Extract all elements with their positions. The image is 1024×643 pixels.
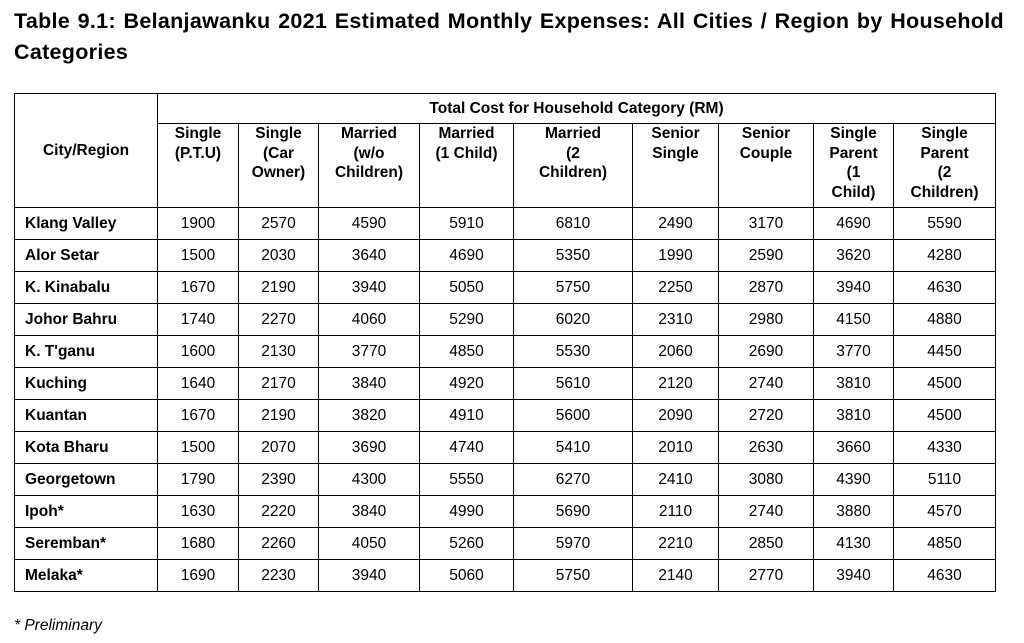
cost-cell: 5530 bbox=[514, 336, 633, 368]
cost-cell: 4990 bbox=[420, 496, 514, 528]
cost-cell: 3940 bbox=[814, 272, 894, 304]
cost-cell: 5110 bbox=[894, 464, 996, 496]
city-name-cell: K. Kinabalu bbox=[15, 272, 158, 304]
cost-cell: 4910 bbox=[420, 400, 514, 432]
cost-cell: 5350 bbox=[514, 240, 633, 272]
column-header-line: (2 bbox=[566, 144, 580, 162]
cost-cell: 2570 bbox=[239, 208, 319, 240]
cost-cell: 4850 bbox=[894, 528, 996, 560]
cost-cell: 2720 bbox=[719, 400, 814, 432]
cost-cell: 5290 bbox=[420, 304, 514, 336]
cost-cell: 3080 bbox=[719, 464, 814, 496]
cost-cell: 3940 bbox=[814, 560, 894, 592]
table-row bbox=[15, 464, 996, 496]
column-header-line: Married bbox=[545, 125, 601, 142]
group-header: Total Cost for Household Category (RM) bbox=[158, 94, 996, 124]
cost-cell: 5060 bbox=[420, 560, 514, 592]
cost-cell: 2410 bbox=[633, 464, 719, 496]
cost-cell: 1740 bbox=[158, 304, 239, 336]
cost-cell: 2740 bbox=[719, 368, 814, 400]
cost-cell: 4920 bbox=[420, 368, 514, 400]
cost-cell: 2310 bbox=[633, 304, 719, 336]
cost-cell: 2190 bbox=[239, 400, 319, 432]
city-name-cell: K. T'ganu bbox=[15, 336, 158, 368]
cost-cell: 6270 bbox=[514, 464, 633, 496]
column-header bbox=[514, 124, 633, 208]
cost-cell: 1670 bbox=[158, 400, 239, 432]
cost-cell: 3940 bbox=[319, 272, 420, 304]
cost-cell: 4880 bbox=[894, 304, 996, 336]
cost-cell: 1500 bbox=[158, 432, 239, 464]
cost-cell: 3820 bbox=[319, 400, 420, 432]
cost-cell: 2170 bbox=[239, 368, 319, 400]
column-header-line: Child) bbox=[831, 183, 876, 201]
column-header-line: Children) bbox=[538, 164, 608, 181]
cost-cell: 2260 bbox=[239, 528, 319, 560]
column-header-line: Senior bbox=[741, 125, 791, 142]
cost-cell: 2270 bbox=[239, 304, 319, 336]
expenses-table bbox=[14, 93, 996, 592]
cost-cell: 2090 bbox=[633, 400, 719, 432]
table-row bbox=[15, 336, 996, 368]
cost-cell: 4500 bbox=[894, 368, 996, 400]
city-name-cell: Melaka* bbox=[15, 560, 158, 592]
cost-cell: 5600 bbox=[514, 400, 633, 432]
column-header-line: Owner) bbox=[251, 164, 306, 181]
cost-cell: 3620 bbox=[814, 240, 894, 272]
column-header bbox=[420, 124, 514, 208]
cost-cell: 4050 bbox=[319, 528, 420, 560]
cost-cell: 5970 bbox=[514, 528, 633, 560]
cost-cell: 4690 bbox=[420, 240, 514, 272]
table-row bbox=[15, 304, 996, 336]
cost-cell: 2390 bbox=[239, 464, 319, 496]
cost-cell: 5590 bbox=[894, 208, 996, 240]
table-row bbox=[15, 272, 996, 304]
cost-cell: 5750 bbox=[514, 560, 633, 592]
cost-cell: 3840 bbox=[319, 368, 420, 400]
footnote: * Preliminary bbox=[14, 617, 102, 634]
column-header-line: Couple bbox=[739, 144, 793, 162]
cost-cell: 2070 bbox=[239, 432, 319, 464]
cost-cell: 3770 bbox=[319, 336, 420, 368]
cost-cell: 2140 bbox=[633, 560, 719, 592]
cost-cell: 2980 bbox=[719, 304, 814, 336]
cost-cell: 2630 bbox=[719, 432, 814, 464]
cost-cell: 2190 bbox=[239, 272, 319, 304]
cost-cell: 4570 bbox=[894, 496, 996, 528]
city-name-cell: Kota Bharu bbox=[15, 432, 158, 464]
cost-cell: 4630 bbox=[894, 560, 996, 592]
cost-cell: 3660 bbox=[814, 432, 894, 464]
cost-cell: 2010 bbox=[633, 432, 719, 464]
cost-cell: 1680 bbox=[158, 528, 239, 560]
cost-cell: 5050 bbox=[420, 272, 514, 304]
cost-cell: 5550 bbox=[420, 464, 514, 496]
cost-cell: 4690 bbox=[814, 208, 894, 240]
cost-cell: 2220 bbox=[239, 496, 319, 528]
column-header-line: Single bbox=[174, 125, 222, 142]
city-name-cell: Klang Valley bbox=[15, 208, 158, 240]
cost-cell: 3170 bbox=[719, 208, 814, 240]
cost-cell: 1600 bbox=[158, 336, 239, 368]
column-header-line: Senior bbox=[651, 125, 700, 142]
table-row bbox=[15, 240, 996, 272]
cost-cell: 3810 bbox=[814, 400, 894, 432]
cost-cell: 2740 bbox=[719, 496, 814, 528]
cost-cell: 4280 bbox=[894, 240, 996, 272]
cost-cell: 2850 bbox=[719, 528, 814, 560]
cost-cell: 3880 bbox=[814, 496, 894, 528]
cost-cell: 3640 bbox=[319, 240, 420, 272]
table-row bbox=[15, 560, 996, 592]
cost-cell: 2770 bbox=[719, 560, 814, 592]
column-header bbox=[894, 124, 996, 208]
cost-cell: 1990 bbox=[633, 240, 719, 272]
column-header-line: (1 Child) bbox=[435, 144, 498, 162]
city-name-cell: Georgetown bbox=[15, 464, 158, 496]
cost-cell: 6810 bbox=[514, 208, 633, 240]
cost-cell: 1790 bbox=[158, 464, 239, 496]
cost-cell: 2870 bbox=[719, 272, 814, 304]
cost-cell: 4630 bbox=[894, 272, 996, 304]
table-row bbox=[15, 432, 996, 464]
cost-cell: 3810 bbox=[814, 368, 894, 400]
table-row bbox=[15, 528, 996, 560]
cost-cell: 1900 bbox=[158, 208, 239, 240]
column-header-line: Single bbox=[830, 125, 877, 142]
cost-cell: 2110 bbox=[633, 496, 719, 528]
column-header-line: (w/o bbox=[353, 144, 385, 162]
cost-cell: 2130 bbox=[239, 336, 319, 368]
column-header-line: Married bbox=[438, 125, 495, 142]
cost-cell: 4850 bbox=[420, 336, 514, 368]
cost-cell: 2490 bbox=[633, 208, 719, 240]
cost-cell: 4150 bbox=[814, 304, 894, 336]
column-header-line: (2 bbox=[937, 164, 952, 181]
cost-cell: 2250 bbox=[633, 272, 719, 304]
cost-cell: 5410 bbox=[514, 432, 633, 464]
cost-cell: 2590 bbox=[719, 240, 814, 272]
cost-cell: 4390 bbox=[814, 464, 894, 496]
cost-cell: 1690 bbox=[158, 560, 239, 592]
column-header-line: Single bbox=[255, 125, 302, 142]
cost-cell: 6020 bbox=[514, 304, 633, 336]
cost-cell: 2690 bbox=[719, 336, 814, 368]
cost-cell: 4300 bbox=[319, 464, 420, 496]
cost-cell: 2230 bbox=[239, 560, 319, 592]
column-header-line: (P.T.U) bbox=[174, 144, 222, 162]
city-name-cell: Kuantan bbox=[15, 400, 158, 432]
cost-cell: 3840 bbox=[319, 496, 420, 528]
column-header-line: Married bbox=[341, 125, 397, 142]
city-name-cell: Johor Bahru bbox=[15, 304, 158, 336]
column-header bbox=[814, 124, 894, 208]
cost-cell: 2120 bbox=[633, 368, 719, 400]
cost-cell: 5260 bbox=[420, 528, 514, 560]
table-row bbox=[15, 496, 996, 528]
cost-cell: 4740 bbox=[420, 432, 514, 464]
table-title: Table 9.1: Belanjawanku 2021 Estimated Monthly Expenses: All Cities / Region by Household Categories bbox=[14, 9, 1004, 64]
table-row bbox=[15, 368, 996, 400]
column-header-line: Parent bbox=[829, 144, 878, 162]
column-header-line: Single bbox=[921, 125, 968, 142]
cost-cell: 4590 bbox=[319, 208, 420, 240]
cost-cell: 1630 bbox=[158, 496, 239, 528]
cost-cell: 3690 bbox=[319, 432, 420, 464]
city-name-cell: Seremban* bbox=[15, 528, 158, 560]
city-name-cell: Alor Setar bbox=[15, 240, 158, 272]
cost-cell: 1640 bbox=[158, 368, 239, 400]
column-header-line: Single bbox=[652, 144, 699, 162]
column-header-line: (1 bbox=[846, 164, 861, 181]
city-name-cell: Ipoh* bbox=[15, 496, 158, 528]
cost-cell: 2030 bbox=[239, 240, 319, 272]
cost-cell: 5750 bbox=[514, 272, 633, 304]
cost-cell: 4060 bbox=[319, 304, 420, 336]
column-header-line: Children) bbox=[910, 183, 979, 201]
cost-cell: 3940 bbox=[319, 560, 420, 592]
cost-cell: 4130 bbox=[814, 528, 894, 560]
table-row bbox=[15, 208, 996, 240]
city-region-header: City/Region bbox=[15, 94, 158, 208]
cost-cell: 3770 bbox=[814, 336, 894, 368]
cost-cell: 4330 bbox=[894, 432, 996, 464]
column-header bbox=[719, 124, 814, 208]
cost-cell: 2060 bbox=[633, 336, 719, 368]
cost-cell: 4450 bbox=[894, 336, 996, 368]
cost-cell: 1670 bbox=[158, 272, 239, 304]
cost-cell: 5690 bbox=[514, 496, 633, 528]
table-row bbox=[15, 400, 996, 432]
column-header-line: Children) bbox=[334, 164, 404, 181]
column-header bbox=[158, 124, 239, 208]
column-header-line: (Car bbox=[262, 144, 294, 162]
cost-cell: 2210 bbox=[633, 528, 719, 560]
cost-cell: 1500 bbox=[158, 240, 239, 272]
column-header bbox=[239, 124, 319, 208]
cost-cell: 5910 bbox=[420, 208, 514, 240]
cost-cell: 4500 bbox=[894, 400, 996, 432]
city-name-cell: Kuching bbox=[15, 368, 158, 400]
cost-cell: 5610 bbox=[514, 368, 633, 400]
column-header-line: Parent bbox=[920, 144, 969, 162]
column-header bbox=[633, 124, 719, 208]
column-header bbox=[319, 124, 420, 208]
